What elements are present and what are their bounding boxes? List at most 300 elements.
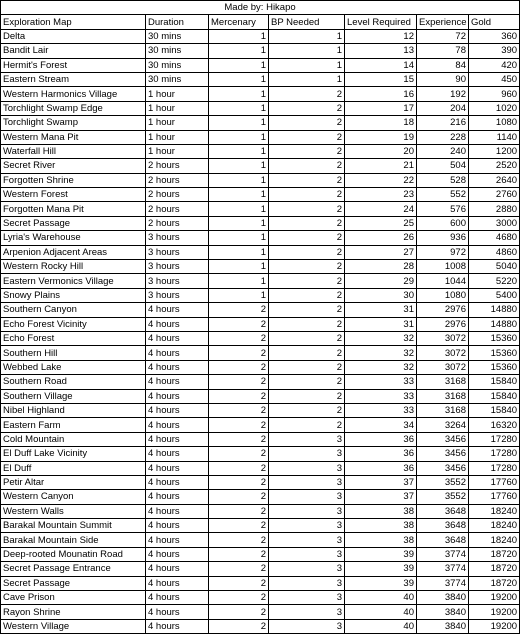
table-row [1, 475, 520, 489]
level-required-cell: 27 [345, 245, 417, 259]
gold-cell: 18720 [469, 562, 520, 576]
gold-cell: 960 [469, 87, 520, 101]
table-row [1, 432, 520, 446]
level-required-cell: 40 [345, 605, 417, 619]
gold-cell: 420 [469, 58, 520, 72]
map-name-cell: Hermit's Forest [1, 58, 146, 72]
table-row [1, 605, 520, 619]
gold-cell: 17760 [469, 490, 520, 504]
map-name-cell: Forgotten Mana Pit [1, 202, 146, 216]
level-required-cell: 39 [345, 562, 417, 576]
gold-cell: 390 [469, 44, 520, 58]
map-name-cell: Forgotten Shrine [1, 173, 146, 187]
gold-cell: 1080 [469, 116, 520, 130]
map-name-cell: Deep-rooted Mounatin Road [1, 547, 146, 561]
experience-cell: 3168 [417, 403, 469, 417]
mercenary-cell: 2 [209, 475, 269, 489]
level-required-cell: 21 [345, 159, 417, 173]
experience-cell: 3456 [417, 461, 469, 475]
level-required-cell: 12 [345, 29, 417, 43]
gold-cell: 5400 [469, 288, 520, 302]
gold-cell: 5220 [469, 274, 520, 288]
header-exploration-map: Exploration Map [1, 15, 146, 29]
level-required-cell: 34 [345, 418, 417, 432]
level-required-cell: 36 [345, 432, 417, 446]
duration-cell: 4 hours [146, 504, 209, 518]
level-required-cell: 37 [345, 490, 417, 504]
bp-needed-cell: 3 [269, 447, 345, 461]
bp-needed-cell: 2 [269, 418, 345, 432]
table-row [1, 447, 520, 461]
level-required-cell: 28 [345, 260, 417, 274]
mercenary-cell: 1 [209, 288, 269, 302]
bp-needed-cell: 1 [269, 72, 345, 86]
mercenary-cell: 2 [209, 346, 269, 360]
level-required-cell: 36 [345, 447, 417, 461]
duration-cell: 4 hours [146, 576, 209, 590]
level-required-cell: 38 [345, 519, 417, 533]
bp-needed-cell: 3 [269, 562, 345, 576]
table-row [1, 260, 520, 274]
duration-cell: 4 hours [146, 533, 209, 547]
duration-cell: 4 hours [146, 562, 209, 576]
map-name-cell: Secret Passage [1, 216, 146, 230]
mercenary-cell: 1 [209, 87, 269, 101]
duration-cell: 3 hours [146, 260, 209, 274]
map-name-cell: Echo Forest Vicinity [1, 317, 146, 331]
gold-cell: 15360 [469, 331, 520, 345]
table-row [1, 331, 520, 345]
duration-cell: 2 hours [146, 159, 209, 173]
table-row [1, 188, 520, 202]
experience-cell: 3648 [417, 504, 469, 518]
level-required-cell: 30 [345, 288, 417, 302]
map-name-cell: Bandit Lair [1, 44, 146, 58]
map-name-cell: Western Harmonics Village [1, 87, 146, 101]
experience-cell: 972 [417, 245, 469, 259]
level-required-cell: 33 [345, 389, 417, 403]
level-required-cell: 23 [345, 188, 417, 202]
bp-needed-cell: 3 [269, 519, 345, 533]
duration-cell: 3 hours [146, 245, 209, 259]
gold-cell: 18720 [469, 576, 520, 590]
mercenary-cell: 2 [209, 461, 269, 475]
map-name-cell: Eastern Farm [1, 418, 146, 432]
map-name-cell: Secret Passage Entrance [1, 562, 146, 576]
bp-needed-cell: 2 [269, 216, 345, 230]
header-row [1, 15, 520, 29]
mercenary-cell: 1 [209, 58, 269, 72]
level-required-cell: 19 [345, 130, 417, 144]
bp-needed-cell: 2 [269, 159, 345, 173]
header-duration: Duration [146, 15, 209, 29]
gold-cell: 5040 [469, 260, 520, 274]
table-row [1, 562, 520, 576]
bp-needed-cell: 2 [269, 288, 345, 302]
gold-cell: 17280 [469, 432, 520, 446]
experience-cell: 576 [417, 202, 469, 216]
table-row [1, 519, 520, 533]
experience-cell: 72 [417, 29, 469, 43]
bp-needed-cell: 3 [269, 432, 345, 446]
gold-cell: 15360 [469, 360, 520, 374]
level-required-cell: 32 [345, 346, 417, 360]
duration-cell: 3 hours [146, 274, 209, 288]
mercenary-cell: 1 [209, 159, 269, 173]
duration-cell: 4 hours [146, 605, 209, 619]
experience-cell: 1008 [417, 260, 469, 274]
gold-cell: 1200 [469, 144, 520, 158]
bp-needed-cell: 2 [269, 389, 345, 403]
map-name-cell: Torchlight Swamp Edge [1, 101, 146, 115]
sheet-title: Made by: Hikapo [1, 1, 520, 15]
table-row [1, 130, 520, 144]
experience-cell: 3774 [417, 576, 469, 590]
mercenary-cell: 1 [209, 144, 269, 158]
duration-cell: 4 hours [146, 389, 209, 403]
gold-cell: 3000 [469, 216, 520, 230]
level-required-cell: 25 [345, 216, 417, 230]
mercenary-cell: 1 [209, 231, 269, 245]
map-name-cell: Webbed Lake [1, 360, 146, 374]
gold-cell: 2760 [469, 188, 520, 202]
mercenary-cell: 1 [209, 72, 269, 86]
map-name-cell: Rayon Shrine [1, 605, 146, 619]
experience-cell: 3072 [417, 360, 469, 374]
gold-cell: 4860 [469, 245, 520, 259]
table-row [1, 29, 520, 43]
duration-cell: 4 hours [146, 375, 209, 389]
level-required-cell: 39 [345, 547, 417, 561]
duration-cell: 30 mins [146, 58, 209, 72]
mercenary-cell: 1 [209, 216, 269, 230]
table-row [1, 144, 520, 158]
gold-cell: 2880 [469, 202, 520, 216]
experience-cell: 3840 [417, 619, 469, 633]
mercenary-cell: 2 [209, 418, 269, 432]
table-row [1, 58, 520, 72]
mercenary-cell: 2 [209, 576, 269, 590]
bp-needed-cell: 2 [269, 202, 345, 216]
duration-cell: 4 hours [146, 490, 209, 504]
bp-needed-cell: 3 [269, 461, 345, 475]
level-required-cell: 17 [345, 101, 417, 115]
bp-needed-cell: 2 [269, 101, 345, 115]
level-required-cell: 39 [345, 576, 417, 590]
mercenary-cell: 2 [209, 504, 269, 518]
mercenary-cell: 2 [209, 331, 269, 345]
duration-cell: 30 mins [146, 29, 209, 43]
gold-cell: 19200 [469, 619, 520, 633]
bp-needed-cell: 2 [269, 375, 345, 389]
duration-cell: 1 hour [146, 144, 209, 158]
mercenary-cell: 2 [209, 605, 269, 619]
level-required-cell: 40 [345, 619, 417, 633]
experience-cell: 216 [417, 116, 469, 130]
table-row [1, 418, 520, 432]
experience-cell: 3774 [417, 547, 469, 561]
level-required-cell: 36 [345, 461, 417, 475]
experience-cell: 3648 [417, 519, 469, 533]
mercenary-cell: 1 [209, 202, 269, 216]
level-required-cell: 38 [345, 504, 417, 518]
level-required-cell: 16 [345, 87, 417, 101]
duration-cell: 4 hours [146, 346, 209, 360]
table-row [1, 389, 520, 403]
experience-cell: 90 [417, 72, 469, 86]
table-row [1, 303, 520, 317]
duration-cell: 1 hour [146, 87, 209, 101]
table-row [1, 87, 520, 101]
table-row [1, 403, 520, 417]
experience-cell: 3264 [417, 418, 469, 432]
map-name-cell: Delta [1, 29, 146, 43]
table-row [1, 231, 520, 245]
gold-cell: 15360 [469, 346, 520, 360]
bp-needed-cell: 2 [269, 403, 345, 417]
map-name-cell: Western Canyon [1, 490, 146, 504]
duration-cell: 4 hours [146, 360, 209, 374]
mercenary-cell: 2 [209, 519, 269, 533]
bp-needed-cell: 3 [269, 605, 345, 619]
duration-cell: 1 hour [146, 101, 209, 115]
level-required-cell: 31 [345, 303, 417, 317]
duration-cell: 4 hours [146, 447, 209, 461]
level-required-cell: 40 [345, 591, 417, 605]
map-name-cell: Waterfall Hill [1, 144, 146, 158]
bp-needed-cell: 3 [269, 576, 345, 590]
map-name-cell: Western Walls [1, 504, 146, 518]
bp-needed-cell: 2 [269, 245, 345, 259]
map-name-cell: Snowy Plains [1, 288, 146, 302]
map-name-cell: Cave Prison [1, 591, 146, 605]
bp-needed-cell: 2 [269, 231, 345, 245]
level-required-cell: 38 [345, 533, 417, 547]
mercenary-cell: 1 [209, 188, 269, 202]
bp-needed-cell: 2 [269, 274, 345, 288]
level-required-cell: 32 [345, 331, 417, 345]
level-required-cell: 24 [345, 202, 417, 216]
duration-cell: 2 hours [146, 173, 209, 187]
experience-cell: 3840 [417, 605, 469, 619]
level-required-cell: 14 [345, 58, 417, 72]
bp-needed-cell: 3 [269, 504, 345, 518]
gold-cell: 14880 [469, 317, 520, 331]
bp-needed-cell: 1 [269, 29, 345, 43]
gold-cell: 15840 [469, 389, 520, 403]
table-row [1, 274, 520, 288]
bp-needed-cell: 3 [269, 490, 345, 504]
experience-cell: 192 [417, 87, 469, 101]
table-row [1, 317, 520, 331]
gold-cell: 18240 [469, 504, 520, 518]
table-row [1, 173, 520, 187]
map-name-cell: Western Mana Pit [1, 130, 146, 144]
mercenary-cell: 1 [209, 245, 269, 259]
map-name-cell: Lyria's Warehouse [1, 231, 146, 245]
map-name-cell: El Duff Lake Vicinity [1, 447, 146, 461]
map-name-cell: Petir Altar [1, 475, 146, 489]
map-name-cell: Eastern Stream [1, 72, 146, 86]
bp-needed-cell: 2 [269, 317, 345, 331]
level-required-cell: 22 [345, 173, 417, 187]
mercenary-cell: 2 [209, 533, 269, 547]
mercenary-cell: 1 [209, 44, 269, 58]
map-name-cell: Southern Road [1, 375, 146, 389]
mercenary-cell: 2 [209, 432, 269, 446]
bp-needed-cell: 2 [269, 116, 345, 130]
duration-cell: 4 hours [146, 317, 209, 331]
level-required-cell: 37 [345, 475, 417, 489]
table-row [1, 216, 520, 230]
level-required-cell: 26 [345, 231, 417, 245]
table-row [1, 245, 520, 259]
level-required-cell: 18 [345, 116, 417, 130]
map-name-cell: Barakal Mountain Side [1, 533, 146, 547]
gold-cell: 19200 [469, 591, 520, 605]
bp-needed-cell: 2 [269, 303, 345, 317]
table-row [1, 375, 520, 389]
gold-cell: 2520 [469, 159, 520, 173]
map-name-cell: Nibel Highland [1, 403, 146, 417]
level-required-cell: 20 [345, 144, 417, 158]
level-required-cell: 15 [345, 72, 417, 86]
table-row [1, 72, 520, 86]
duration-cell: 4 hours [146, 475, 209, 489]
table-row [1, 159, 520, 173]
mercenary-cell: 2 [209, 447, 269, 461]
table-row [1, 461, 520, 475]
map-name-cell: El Duff [1, 461, 146, 475]
mercenary-cell: 1 [209, 116, 269, 130]
experience-cell: 3072 [417, 346, 469, 360]
level-required-cell: 32 [345, 360, 417, 374]
table-row [1, 101, 520, 115]
mercenary-cell: 2 [209, 547, 269, 561]
experience-cell: 528 [417, 173, 469, 187]
map-name-cell: Southern Village [1, 389, 146, 403]
header-gold: Gold [469, 15, 520, 29]
table-row [1, 490, 520, 504]
experience-cell: 2976 [417, 303, 469, 317]
mercenary-cell: 2 [209, 389, 269, 403]
map-name-cell: Torchlight Swamp [1, 116, 146, 130]
gold-cell: 360 [469, 29, 520, 43]
mercenary-cell: 2 [209, 562, 269, 576]
table-row [1, 346, 520, 360]
bp-needed-cell: 2 [269, 87, 345, 101]
mercenary-cell: 2 [209, 591, 269, 605]
bp-needed-cell: 2 [269, 130, 345, 144]
map-name-cell: Echo Forest [1, 331, 146, 345]
map-name-cell: Western Forest [1, 188, 146, 202]
table-row [1, 619, 520, 633]
gold-cell: 1020 [469, 101, 520, 115]
experience-cell: 3840 [417, 591, 469, 605]
experience-cell: 240 [417, 144, 469, 158]
duration-cell: 4 hours [146, 519, 209, 533]
duration-cell: 4 hours [146, 403, 209, 417]
map-name-cell: Secret River [1, 159, 146, 173]
experience-cell: 3552 [417, 490, 469, 504]
map-name-cell: Southern Canyon [1, 303, 146, 317]
duration-cell: 4 hours [146, 547, 209, 561]
gold-cell: 4680 [469, 231, 520, 245]
duration-cell: 3 hours [146, 288, 209, 302]
mercenary-cell: 1 [209, 29, 269, 43]
mercenary-cell: 2 [209, 619, 269, 633]
duration-cell: 3 hours [146, 231, 209, 245]
bp-needed-cell: 3 [269, 475, 345, 489]
level-required-cell: 31 [345, 317, 417, 331]
experience-cell: 552 [417, 188, 469, 202]
gold-cell: 18240 [469, 519, 520, 533]
experience-cell: 84 [417, 58, 469, 72]
duration-cell: 1 hour [146, 130, 209, 144]
experience-cell: 3648 [417, 533, 469, 547]
table-row [1, 360, 520, 374]
duration-cell: 1 hour [146, 116, 209, 130]
bp-needed-cell: 2 [269, 173, 345, 187]
header-level-required: Level Required [345, 15, 417, 29]
header-mercenary: Mercenary [209, 15, 269, 29]
experience-cell: 3456 [417, 432, 469, 446]
bp-needed-cell: 2 [269, 144, 345, 158]
gold-cell: 450 [469, 72, 520, 86]
level-required-cell: 29 [345, 274, 417, 288]
table-row [1, 288, 520, 302]
table-row [1, 576, 520, 590]
gold-cell: 17280 [469, 447, 520, 461]
mercenary-cell: 2 [209, 375, 269, 389]
duration-cell: 4 hours [146, 418, 209, 432]
mercenary-cell: 2 [209, 360, 269, 374]
duration-cell: 4 hours [146, 591, 209, 605]
duration-cell: 30 mins [146, 72, 209, 86]
bp-needed-cell: 3 [269, 533, 345, 547]
table-row [1, 504, 520, 518]
bp-needed-cell: 2 [269, 346, 345, 360]
gold-cell: 2640 [469, 173, 520, 187]
gold-cell: 15840 [469, 375, 520, 389]
duration-cell: 2 hours [146, 216, 209, 230]
mercenary-cell: 2 [209, 303, 269, 317]
gold-cell: 18240 [469, 533, 520, 547]
table-row [1, 591, 520, 605]
table-row [1, 533, 520, 547]
map-name-cell: Barakal Mountain Summit [1, 519, 146, 533]
mercenary-cell: 1 [209, 260, 269, 274]
experience-cell: 936 [417, 231, 469, 245]
mercenary-cell: 2 [209, 403, 269, 417]
table-row [1, 44, 520, 58]
bp-needed-cell: 2 [269, 260, 345, 274]
experience-cell: 3072 [417, 331, 469, 345]
duration-cell: 2 hours [146, 202, 209, 216]
bp-needed-cell: 3 [269, 619, 345, 633]
experience-cell: 3456 [417, 447, 469, 461]
mercenary-cell: 1 [209, 173, 269, 187]
header-bp-needed: BP Needed [269, 15, 345, 29]
gold-cell: 18720 [469, 547, 520, 561]
table-row [1, 116, 520, 130]
duration-cell: 4 hours [146, 432, 209, 446]
experience-cell: 3552 [417, 475, 469, 489]
bp-needed-cell: 3 [269, 547, 345, 561]
experience-cell: 3168 [417, 375, 469, 389]
gold-cell: 16320 [469, 418, 520, 432]
experience-cell: 3168 [417, 389, 469, 403]
